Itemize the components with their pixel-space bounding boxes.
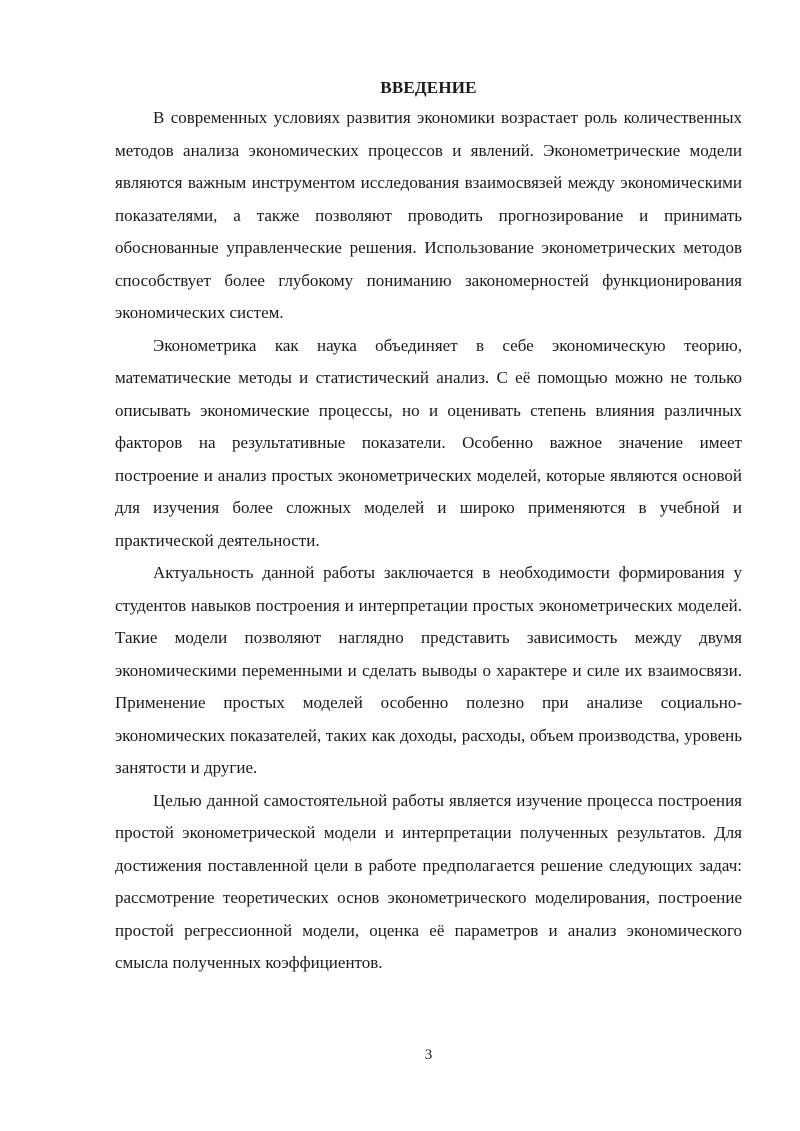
paragraph-2: Эконометрика как наука объединяет в себе экономическую теорию, математические методы и статистический анализ. С её помощью можно не только описывать экономические процессы, но и оценивать степень влияния различных факторов на результативные показатели. Особенно важное значение имеет построение и анализ простых эконометрических моделей, которые являются основой для изучения более сложных моделей и широко применяются в учебной и практической деятельности.: [115, 335, 742, 550]
paragraph-3: Актуальность данной работы заключается в необходимости формирования у студентов навыков построения и интерпретации простых эконометрических моделей. Такие модели позволяют наглядно представить зависимость между двумя экономическими переменными и сделать выводы о характере и силе их взаимосвязи. Применение простых моделей особенно полезно при анализе социально-экономических показателей, таких как доходы, расходы, объем производства, уровень занятости и другие.: [115, 563, 742, 777]
page-number: 3: [424, 1047, 433, 1063]
paragraph-4: Целью данной самостоятельной работы является изучение процесса построения простой эконометрической модели и интерпретации полученных результатов. Для достижения поставленной цели в работе предполагается решение следующих задач: рассмотрение теоретических основ эконометрического моделирования, построение простой регрессионной модели, оценка её параметров и анализ экономического смысла полученных коэффициентов.: [115, 790, 742, 972]
page-content: [115, 74, 742, 980]
page-title: ВВЕДЕНИЕ: [380, 78, 477, 97]
paragraph-1: В современных условиях развития экономики возрастает роль количественных методов анализа экономических процессов и явлений. Эконометрические модели являются важным инструментом исследования взаимосвязей между экономическими показателями, а также позволяют проводить прогнозирование и принимать обоснованные управленческие решения. Использование эконометрических методов способствует более глубокому пониманию закономерностей функционирования экономических систем.: [115, 108, 742, 322]
